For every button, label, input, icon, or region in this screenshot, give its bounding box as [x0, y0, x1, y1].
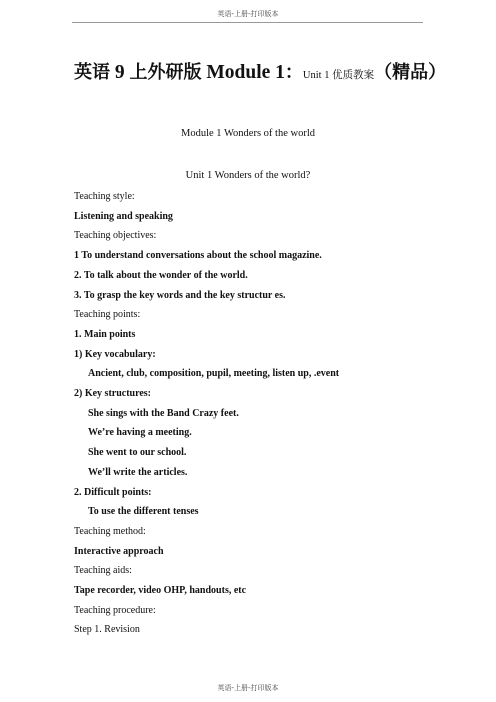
body-line: 3. To grasp the key words and the key structur es. [74, 289, 286, 301]
body-line: 2. To talk about the wonder of the world. [74, 269, 248, 281]
running-footer: 英语-上册-打印版本 [217, 684, 279, 692]
running-header: 英语-上册-打印版本 [217, 10, 279, 18]
module-title: Module 1 Wonders of the world [181, 128, 315, 139]
body-line: 2. Difficult points: [74, 486, 152, 498]
title-tail: （精品） [374, 62, 447, 83]
body-line: She went to our school. [88, 447, 187, 459]
body-line: We’ll write the articles. [88, 466, 188, 478]
header-rule [72, 22, 423, 23]
body-line: Teaching style: [74, 191, 135, 202]
body-line: Teaching points: [74, 309, 141, 321]
document-title [74, 61, 447, 88]
body-line: Step 1. Revision [74, 624, 140, 636]
title-part: Module 1 [201, 62, 285, 83]
body-line: 1 To understand conversations about the school magazine. [74, 250, 322, 262]
body-line: Teaching objectives: [74, 230, 157, 242]
body-line: We’re having a meeting. [88, 427, 192, 439]
body-line: 1) Key vocabulary: [74, 348, 156, 360]
title-part: 英语 [74, 62, 110, 83]
body-line: 1. Main points [74, 328, 136, 340]
unit-title: Unit 1 Wonders of the world? [185, 170, 311, 181]
body-line: Ancient, club, composition, pupil, meeting, listen up, .event [88, 368, 340, 380]
body-line: To use the different tenses [88, 506, 199, 518]
body-line: Teaching method: [74, 525, 146, 537]
body-line: She sings with the Band Crazy feet. [88, 407, 239, 419]
title-colon: ： [284, 62, 303, 83]
body-line: Teaching aids: [74, 565, 132, 577]
body-line: 2) Key structures: [74, 388, 152, 399]
body-line: Tape recorder, video OHP, handouts, etc [74, 585, 247, 596]
body-line: Teaching procedure: [74, 604, 156, 616]
body-line: Interactive approach [74, 545, 164, 557]
title-part: 9 [110, 62, 130, 83]
title-part: 上外研版 [129, 62, 202, 83]
body-line: Listening and speaking [74, 210, 173, 222]
title-subtitle: Unit 1 优质教案 [302, 70, 375, 81]
